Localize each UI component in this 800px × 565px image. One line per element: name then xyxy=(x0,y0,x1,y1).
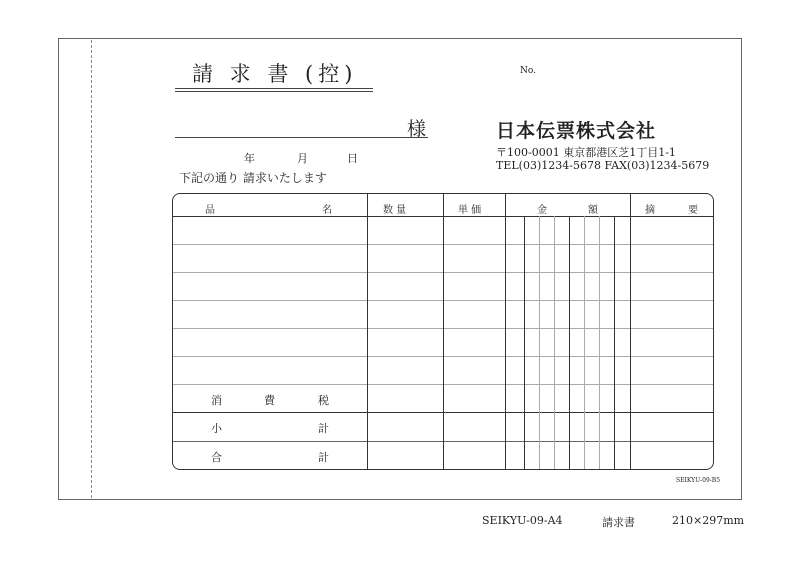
footer-name: 請求書 xyxy=(602,516,635,529)
digit-divider xyxy=(599,216,600,469)
addressee-line xyxy=(175,137,428,138)
header-quantity: 数 量 xyxy=(383,205,407,216)
year-label: 年 xyxy=(244,152,255,165)
header-item-1: 品 xyxy=(205,205,215,216)
digit-divider xyxy=(524,216,525,469)
header-amount-1: 金 xyxy=(537,205,547,216)
digit-divider xyxy=(539,216,540,469)
company-tel-fax: TEL(03)1234-5678 FAX(03)1234-5679 xyxy=(496,159,710,172)
tax-label-2: 費 xyxy=(264,394,275,407)
digit-divider xyxy=(554,216,555,469)
col-divider xyxy=(443,194,444,469)
total-label-1: 合 xyxy=(211,451,222,464)
total-label-2: 計 xyxy=(318,451,329,464)
col-divider xyxy=(367,194,368,469)
header-remarks-1: 摘 xyxy=(645,205,655,216)
number-label: No. xyxy=(520,66,536,76)
form-code-small: SEIKYU-09-B5 xyxy=(676,477,721,484)
company-name: 日本伝票株式会社 xyxy=(496,120,657,142)
header-item-2: 名 xyxy=(322,205,332,216)
honorific-label: 様 xyxy=(407,118,427,140)
col-divider xyxy=(505,194,506,469)
title-underline xyxy=(175,88,373,89)
subtotal-label-2: 計 xyxy=(318,422,329,435)
company-address: 〒100-0001 東京都港区芝1丁目1-1 xyxy=(496,146,676,159)
perforation-line xyxy=(91,40,92,498)
header-unit-price: 単 価 xyxy=(458,205,482,216)
digit-divider xyxy=(614,216,615,469)
title-underline-double xyxy=(175,91,373,92)
footer-size: 210×297mm xyxy=(672,514,745,527)
digit-divider xyxy=(584,216,585,469)
intro-text: 下記の通り 請求いたします xyxy=(179,171,327,185)
subtotal-label-1: 小 xyxy=(211,422,222,435)
day-label: 日 xyxy=(347,152,358,165)
tax-label-1: 消 xyxy=(211,394,222,407)
header-amount-2: 額 xyxy=(588,205,598,216)
form-title: 請 求 書 (控) xyxy=(192,62,358,86)
month-label: 月 xyxy=(297,152,308,165)
digit-divider xyxy=(569,216,570,469)
col-divider xyxy=(630,194,631,469)
tax-label-3: 税 xyxy=(318,394,329,407)
footer-code: SEIKYU-09-A4 xyxy=(482,514,563,527)
header-remarks-2: 要 xyxy=(688,205,698,216)
